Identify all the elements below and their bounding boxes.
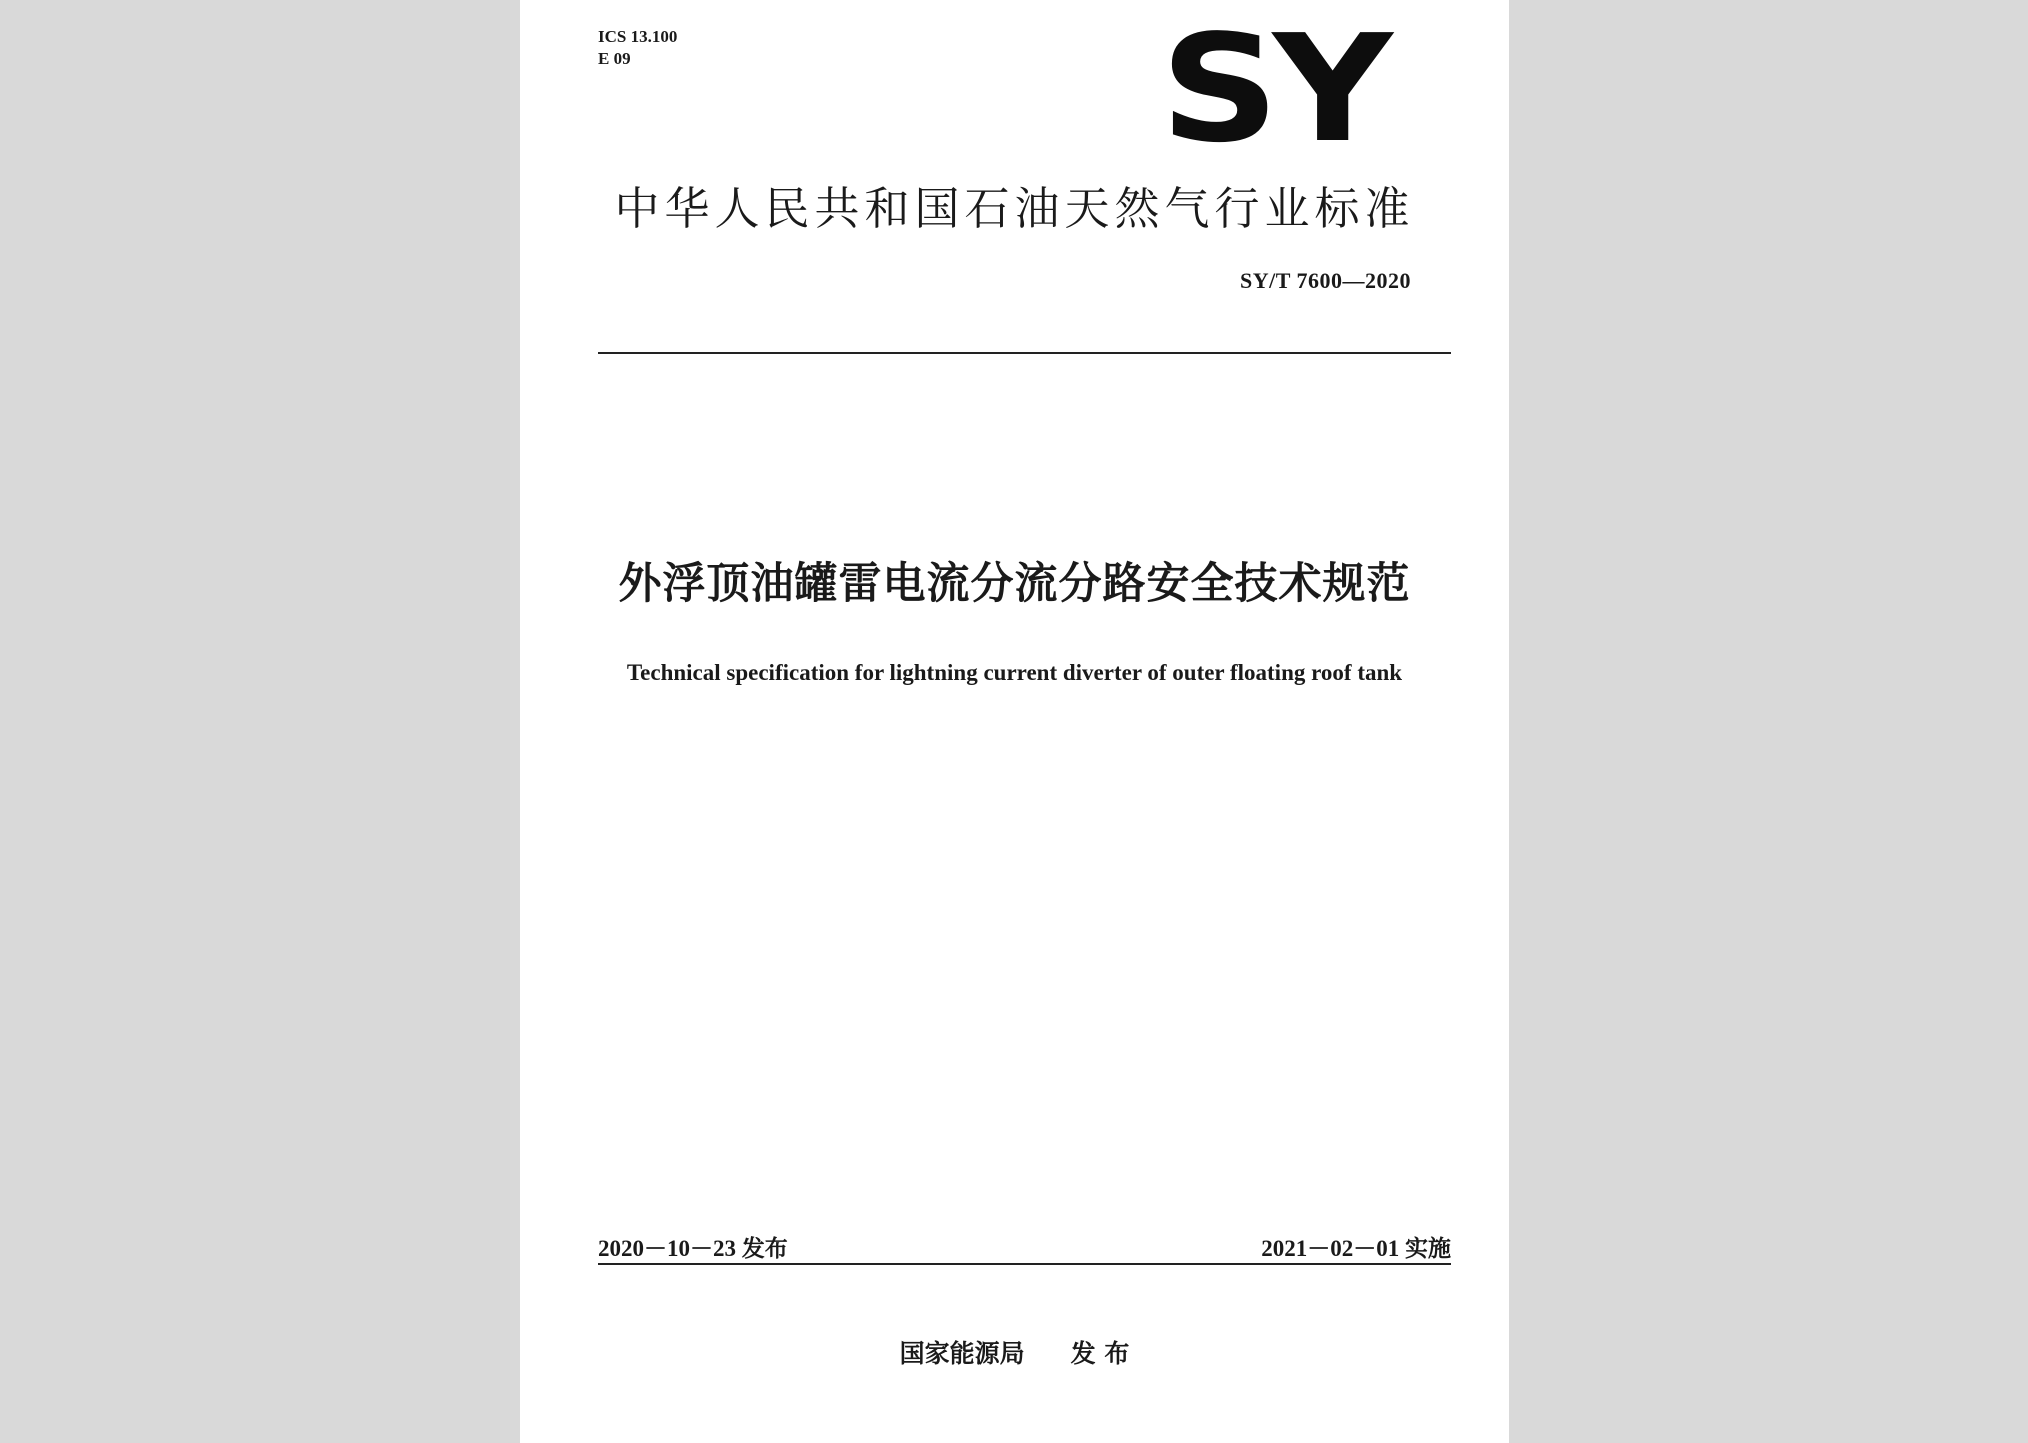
top-divider: [598, 352, 1451, 354]
issuer-name: 国家能源局: [899, 1339, 1025, 1368]
organization-title: 中华人民共和国石油天然气行业标准: [614, 182, 1415, 235]
title-english: Technical specification for lightning current diverter of outer floating roof tank: [626, 660, 1403, 685]
category-code: E 09: [598, 49, 631, 68]
issuer-line: [520, 1334, 1509, 1370]
bottom-divider: [598, 1263, 1451, 1265]
implementation-date: 2021－02－01 实施: [1261, 1236, 1451, 1261]
standard-number: SY/T 7600—2020: [1239, 268, 1411, 293]
issue-label: 发 布: [1070, 1339, 1130, 1368]
classification-block: [598, 26, 677, 70]
sy-logo: SY: [1160, 3, 1386, 175]
issue-date: 2020－10－23 发布: [598, 1236, 788, 1261]
ics-code: ICS 13.100: [598, 27, 678, 46]
title-chinese: 外浮顶油罐雷电流分流分路安全技术规范: [618, 559, 1411, 609]
document-page: [520, 0, 1509, 1443]
